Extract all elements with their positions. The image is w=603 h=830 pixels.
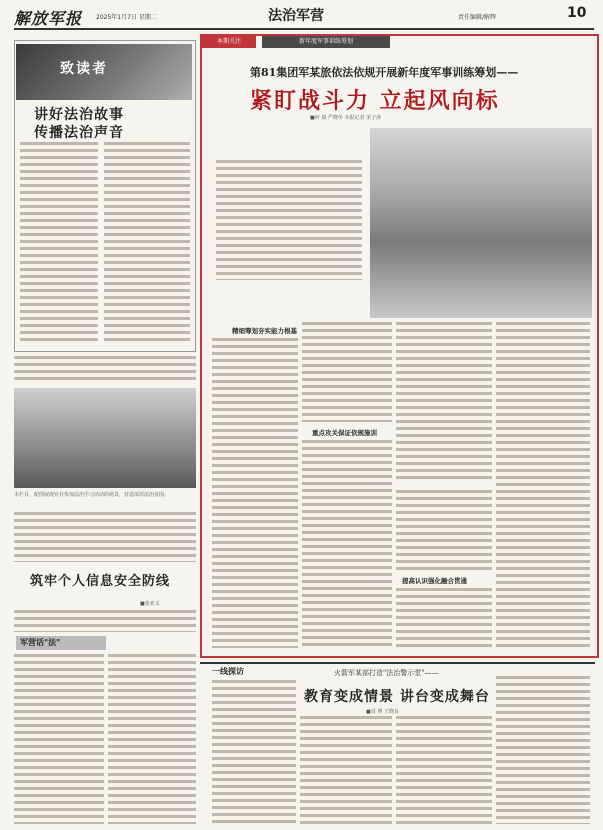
bottom-byline: ■周 博 王晓良 <box>366 709 399 715</box>
bottom-tag: 一线探访 <box>212 666 244 676</box>
photo-caption: 本栏目，配图展现官兵参加法治学习活动的场景，营造浓厚法治氛围。 <box>14 492 170 498</box>
left-body-col2 <box>104 142 190 342</box>
section-title: 法治军营 <box>268 8 324 24</box>
feature-col3-mid <box>396 490 492 570</box>
page-number: 10 <box>567 5 587 21</box>
feature-col4 <box>496 322 590 648</box>
feature-col2-lower <box>302 440 392 648</box>
left-bottom-col1 <box>14 654 104 824</box>
bottom-pre-title: 火箭军某部打造"法治警示堂"—— <box>334 669 439 677</box>
bottom-divider <box>200 662 595 664</box>
feature-section-2: 重点攻关保证依规施训 <box>312 429 377 437</box>
feature-col1 <box>212 338 298 648</box>
left-body-upper <box>14 356 196 384</box>
bottom-main-title: 教育变成情景 讲台变成舞台 <box>304 689 490 705</box>
bottom-col4 <box>496 676 590 824</box>
feature-subtag: 新年度军事训练筹划 <box>262 36 390 48</box>
issue-date: 2025年1月7日 星期二 <box>96 14 157 21</box>
feature-main-title: 紧盯战斗力 立起风向标 <box>250 88 500 114</box>
feature-byline: ■何 斌 严晓冬 本报记者 宋子涛 <box>310 115 382 121</box>
feature-section-3: 提高认识强化融合贯通 <box>402 577 467 585</box>
left-bottom-col2 <box>108 654 196 824</box>
left-headline-line2: 传播法治声音 <box>34 125 124 141</box>
feature-col3-upper <box>396 322 492 482</box>
editor-credit: 责任编辑/解辉 <box>458 14 497 21</box>
feature-col3-lower <box>396 588 492 648</box>
left-headline-line1: 讲好法治故事 <box>34 107 124 123</box>
newspaper-logo: 解放军报 <box>14 9 83 28</box>
info-security-author: ■张亚义 <box>140 601 160 607</box>
info-security-headline: 筑牢个人信息安全防线 <box>30 574 171 589</box>
feature-col2-upper <box>302 322 392 422</box>
feature-section-1: 精细筹划夯实能力根基 <box>232 327 297 335</box>
column-label: 军营话"法" <box>20 637 61 647</box>
bottom-col1 <box>212 680 296 824</box>
reader-banner-title: 致读者 <box>60 61 108 77</box>
feature-tag: 本期关注 <box>202 36 256 48</box>
bottom-col2 <box>300 716 392 824</box>
bottom-col3 <box>396 716 492 824</box>
info-security-lead <box>14 610 196 632</box>
training-photo-feature <box>370 128 592 318</box>
left-body-mid <box>14 512 196 562</box>
feature-pre-title: 第81集团军某旅依法依规开展新年度军事训练筹划—— <box>250 66 519 79</box>
left-body-col1 <box>20 142 98 342</box>
feature-lead <box>216 160 362 280</box>
training-photo-left <box>14 388 196 488</box>
